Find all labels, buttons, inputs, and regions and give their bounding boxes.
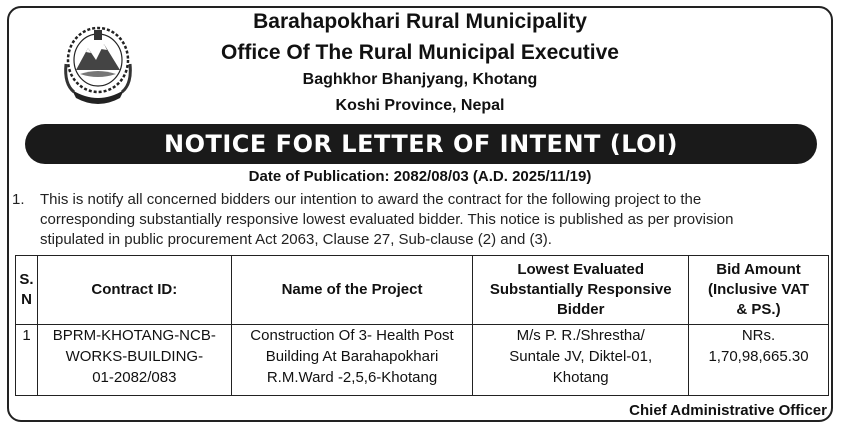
header-bid-amount xyxy=(689,256,829,325)
header-bidder xyxy=(473,256,689,325)
header-text: Bid Amount xyxy=(716,261,801,278)
signatory-title: Chief Administrative Officer xyxy=(629,402,827,419)
header-text: & PS.) xyxy=(736,301,781,318)
cell-project-name xyxy=(231,325,473,396)
paragraph-line: This is notify all concerned bidders our intention to award the contract for the following project to the xyxy=(40,191,702,208)
header-text: Lowest Evaluated xyxy=(517,261,645,278)
header-text: S. xyxy=(19,271,34,288)
table-row xyxy=(16,325,829,396)
header-text: Substantially Responsive xyxy=(489,281,672,298)
header-project-name: Name of the Project xyxy=(231,256,473,325)
municipality-name: Barahapokhari Rural Municipality xyxy=(253,10,587,33)
office-address: Baghkhor Bhanjyang, Khotang xyxy=(302,71,538,88)
cell-text: WORKS-BUILDING- xyxy=(65,348,204,365)
cell-text: Building At Barahapokhari xyxy=(265,348,439,365)
cell-text: 1,70,98,665.30 xyxy=(708,348,809,365)
publication-date: Date of Publication: 2082/08/03 (A.D. 2025/11/19) xyxy=(248,168,592,185)
cell-text: BPRM-KHOTANG-NCB- xyxy=(52,327,216,344)
cell-bidder xyxy=(473,325,689,396)
paragraph-line: stipulated in public procurement Act 2063, Clause 27, Sub-clause (2) and (3). xyxy=(40,231,552,248)
header-contract-id: Contract ID: xyxy=(37,256,231,325)
notice-title-banner: NOTICE FOR LETTER OF INTENT (LOI) xyxy=(25,124,817,164)
award-table xyxy=(15,255,829,396)
paragraph-line: corresponding substantially responsive lowest evaluated bidder. This notice is published as per provision xyxy=(40,211,734,228)
table-header-row xyxy=(16,256,829,325)
paragraph-number: 1. xyxy=(12,191,25,208)
cell-contract-id xyxy=(37,325,231,396)
cell-bid-amount xyxy=(689,325,829,396)
office-name: Office Of The Rural Municipal Executive xyxy=(221,41,619,64)
cell-text: Construction Of 3- Health Post xyxy=(250,327,454,344)
cell-text: Suntale JV, Diktel-01, xyxy=(509,348,653,365)
cell-text: NRs. xyxy=(741,327,776,344)
province-country: Koshi Province, Nepal xyxy=(335,97,505,114)
cell-text: M/s P. R./Shrestha/ xyxy=(516,327,645,344)
header-text: Bidder xyxy=(556,301,605,318)
municipality-emblem-icon xyxy=(58,20,138,106)
cell-text: R.M.Ward -2,5,6-Khotang xyxy=(266,369,438,386)
header-sn xyxy=(16,256,38,325)
header-text: (Inclusive VAT xyxy=(707,281,810,298)
cell-text: Khotang xyxy=(552,369,609,386)
cell-text: 01-2082/083 xyxy=(92,369,177,386)
header-text: N xyxy=(21,291,32,308)
cell-sn: 1 xyxy=(16,325,38,396)
